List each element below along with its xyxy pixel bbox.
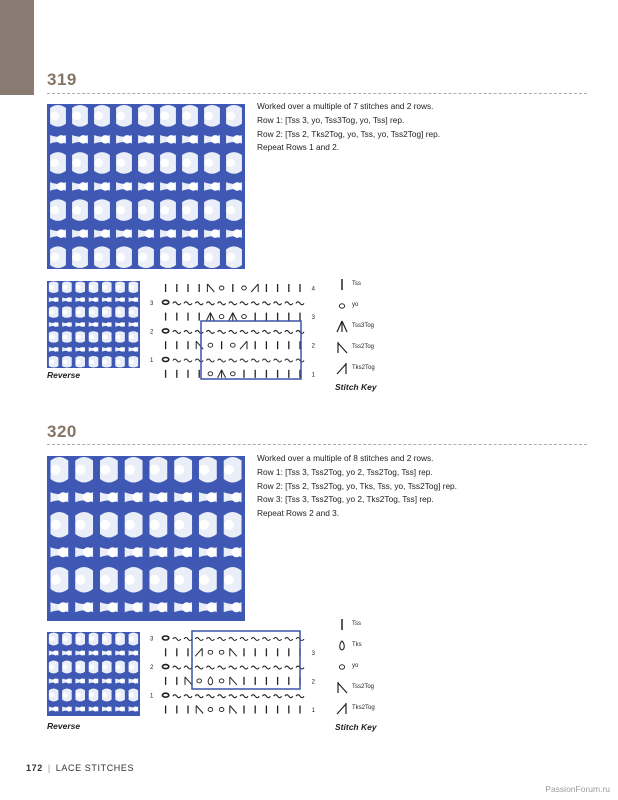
reverse-swatch-photo-319 [47, 281, 140, 368]
key-item: yo [335, 299, 395, 313]
stitch-chart-320 [146, 630, 328, 720]
stitch-chart-319 [146, 280, 328, 384]
key-item: Tss2Tog [335, 341, 395, 355]
instruction-line: Row 2: [Tss 2, Tks2Tog, yo, Tss, yo, Tss2Tog] rep. [257, 128, 441, 139]
instruction-line: Worked over a multiple of 7 stitches and 2 rows. [257, 101, 434, 111]
key-item: Tks2Tog [335, 702, 395, 716]
chart-row-number: 2 [311, 343, 315, 350]
instructions-319 [257, 100, 440, 155]
pattern-number-320: 320 [47, 422, 77, 441]
stitch-key-title: Stitch Key [335, 722, 377, 732]
swatch-photo-320 [47, 456, 245, 621]
section-divider [47, 93, 587, 94]
instruction-line: Worked over a multiple of 8 stitches and 2 rows. [257, 453, 434, 463]
chart-row-number: 1 [150, 358, 154, 364]
pattern-number-319: 319 [47, 70, 77, 89]
section-divider [47, 444, 587, 445]
instruction-line: Row 2: [Tss 2, Tss2Tog, yo, Tks, Tss, yo, Tss2Tog] rep. [257, 480, 457, 491]
instruction-line: Repeat Rows 1 and 2. [257, 142, 340, 153]
instructions-320 [257, 452, 457, 521]
swatch-photo-319 [47, 104, 245, 269]
key-item: Tss2Tog [335, 681, 395, 695]
page-number: 172 [26, 763, 43, 773]
instruction-line: Row 1: [Tss 3, Tss2Tog, yo 2, Tss2Tog, Tss] rep. [257, 466, 433, 477]
chart-row-number: 1 [311, 372, 315, 379]
chart-row-number: 3 [311, 315, 315, 322]
key-item: Tss [352, 281, 361, 287]
chart-row-number: 3 [150, 636, 154, 643]
key-item: Tss [352, 621, 361, 627]
chart-row-number: 4 [311, 286, 315, 293]
chart-row-number: 1 [311, 708, 315, 714]
chart-row-number: 3 [311, 650, 315, 657]
corner-tab [0, 0, 34, 95]
reverse-label: Reverse [47, 721, 81, 731]
chart-row-number: 2 [150, 665, 154, 672]
page-footer [26, 763, 134, 773]
key-item: Tss3Tog [335, 320, 395, 334]
key-item: Tks2Tog [335, 362, 395, 376]
footer-separator: | [47, 763, 51, 773]
reverse-label: Reverse [47, 370, 81, 380]
watermark: PassionForum.ru [545, 784, 610, 794]
section-title: LACE STITCHES [55, 763, 135, 773]
chart-row-number: 3 [150, 300, 154, 307]
chart-row-number: 2 [311, 679, 315, 686]
instruction-line: Row 3: [Tss 3, Tss2Tog, yo 2, Tks2Tog, Tss] rep. [257, 494, 434, 505]
stitch-key-title: Stitch Key [335, 382, 377, 392]
reverse-swatch-photo-320 [47, 632, 140, 716]
chart-row-number: 2 [150, 329, 154, 336]
chart-row-number: 1 [150, 693, 154, 700]
key-item: Tks [335, 639, 395, 653]
key-item: yo [335, 660, 395, 674]
instruction-line: Repeat Rows 2 and 3. [257, 508, 340, 519]
instruction-line: Row 1: [Tss 3, yo, Tss3Tog, yo, Tss] rep. [257, 114, 405, 125]
